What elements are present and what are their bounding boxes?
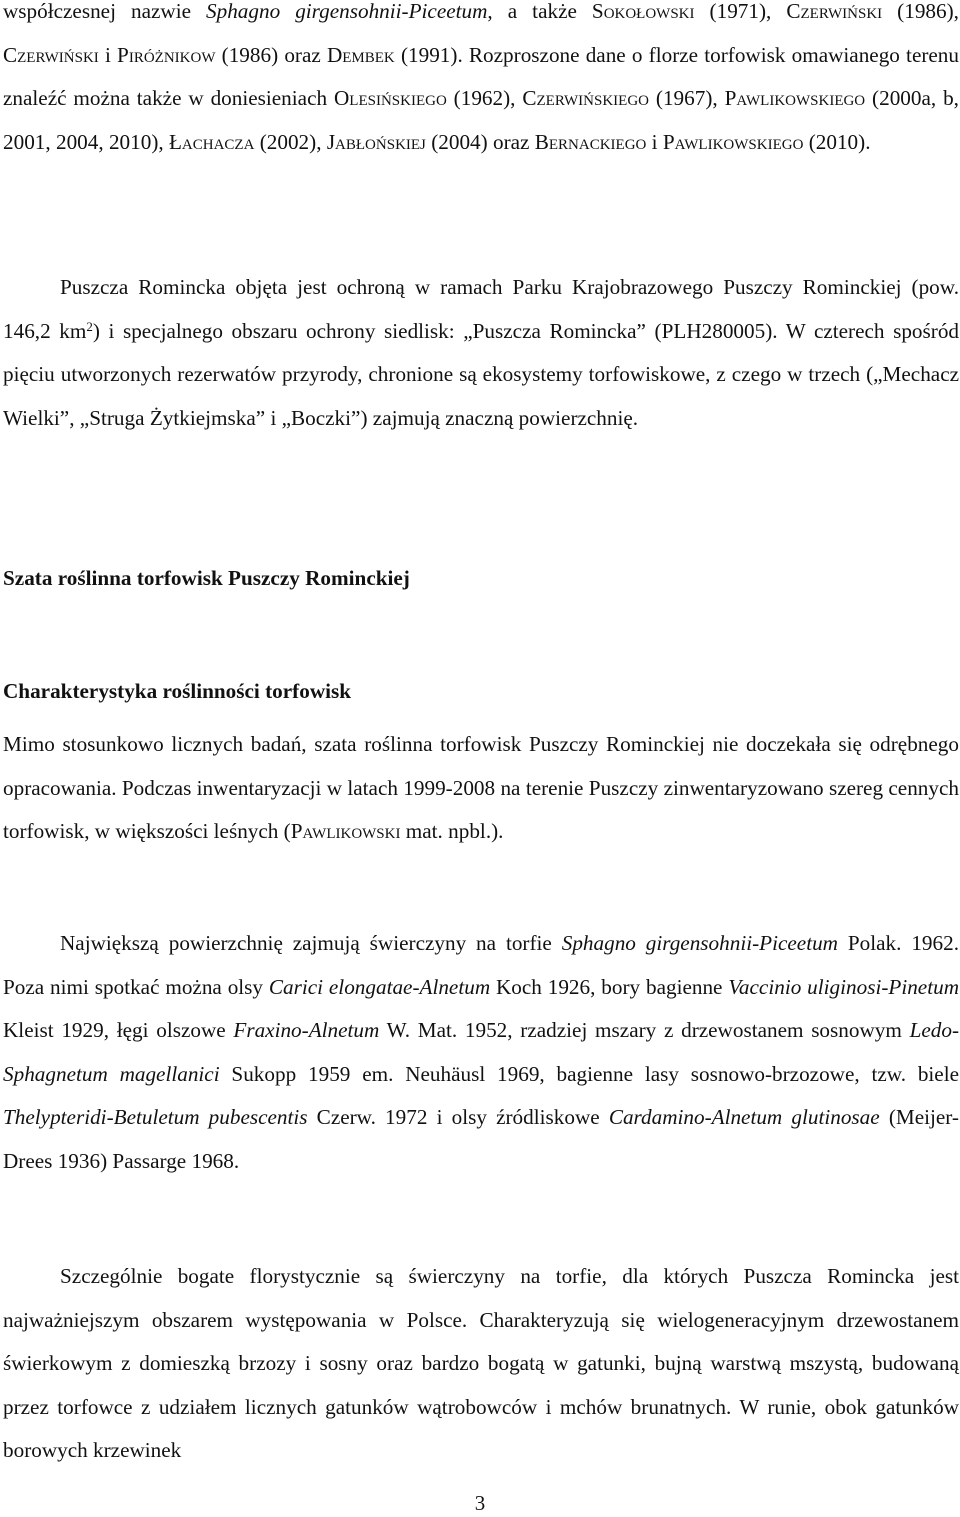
paragraph-protection	[3, 266, 959, 440]
plant-association-name: Carici elongatae-Alnetum	[268, 974, 491, 999]
text-span: (2010).	[803, 129, 871, 154]
author-name: Piróżnikow	[117, 42, 216, 67]
superscript: 2	[86, 318, 93, 334]
text-span: (2004) oraz	[425, 129, 535, 154]
text-span: (1986),	[882, 0, 959, 23]
page-number: 3	[474, 1491, 486, 1515]
text-span: (Meijer-Drees 1936) Passarge 1968.	[3, 1105, 959, 1173]
plant-association-name: Sphagno girgensohnii-Piceetum	[561, 931, 838, 955]
text-span: Koch 1926, bory bagienne	[490, 974, 729, 999]
author-name: Bernackiego	[534, 129, 647, 154]
author-name: Jabłońskiej	[326, 129, 426, 154]
author-name: Pawlikowskiego	[662, 129, 804, 154]
author-name: Olesińskiego	[333, 86, 447, 111]
author-name: Pawlikowski	[290, 819, 401, 844]
paragraph-literature-review	[3, 0, 959, 164]
author-name: Pawlikowskiego	[724, 86, 866, 111]
text-span: Mimo stosunkowo licznych badań, szata roślinna torfowisk Puszczy Rominckiej nie doczekała się odrębnego opracowania. Podczas inwentaryzacji w latach 1999-2008 na terenie Puszczy zinwentaryzowano szereg cennych torfowisk, w większości leśnych (	[3, 732, 959, 844]
text-span: i	[98, 42, 118, 67]
text-span: i	[646, 129, 663, 154]
text-span: (1962),	[446, 86, 523, 111]
text-span: Największą powierzchnię zajmują świerczyny na torfie	[60, 931, 562, 955]
subsection-heading: Charakterystyka roślinności torfowisk	[3, 679, 352, 703]
plant-association-name: Thelypteridi-Betuletum pubescentis	[3, 1105, 308, 1130]
paragraph-research-overview	[3, 723, 959, 854]
text-span: (1967),	[649, 86, 725, 111]
text-span: Sukopp 1959 em. Neuhäusl 1969, bagienne lasy sosnowo-brzozowe, tzw. biele	[219, 1061, 959, 1086]
text-span: , a także	[487, 0, 592, 23]
text-span: (1991). Rozproszone dane o florze torfowisk omawianego terenu znaleźć można także w doniesieniach	[3, 42, 959, 111]
text-span: ) i specjalnego obszaru ochrony siedlisk: „Puszcza Romincka” (PLH280005). W czterech spośród pięciu utworzonych rezerwatów przyrody, chronione są ekosystemy torfowiskowe, z czego w trzech („Mechacz Wielki”, „Struga Żytkiejmska” i „Boczki”) zajmują znaczną powierzchnię.	[3, 318, 960, 430]
text-span: współczesnej nazwie	[3, 0, 207, 23]
plant-association-name: Ledo-Sphagnetum magellanici	[3, 1018, 960, 1086]
text-span: (2000a, b, 2001, 2004, 2010),	[3, 86, 959, 154]
paragraph-plant-communities	[3, 922, 959, 1184]
author-name: Czerwiński	[3, 42, 99, 67]
author-name: Dembek	[326, 42, 395, 67]
text-span: Kleist 1929, łęgi olszowe	[3, 1018, 234, 1043]
paragraph-spruce-forests	[3, 1255, 959, 1473]
text-span: (2002),	[254, 129, 327, 154]
section-heading: Szata roślinna torfowisk Puszczy Rominckiej	[3, 566, 410, 590]
plant-association-name: Sphagno girgensohnii-Piceetum	[206, 0, 488, 23]
author-name: Czerwińskiego	[522, 86, 649, 111]
text-span: Puszcza Romincka objęta jest ochroną w ramach Parku Krajobrazowego Puszczy Rominckiej (pow. 146,2 km	[3, 275, 959, 343]
text-span: Polak. 1962. Poza nimi spotkać można olsy	[3, 931, 959, 999]
plant-association-name: Fraxino-Alnetum	[233, 1018, 380, 1043]
text-span: mat. npbl.).	[400, 819, 504, 844]
text-span: (1986) oraz	[215, 42, 327, 67]
text-span: W. Mat. 1952, rzadziej mszary z drzewostanem sosnowym	[379, 1018, 910, 1043]
text-span: (1971),	[694, 0, 787, 23]
plant-association-name: Vaccinio uliginosi-Pinetum	[728, 974, 959, 999]
text-span: Czerw. 1972 i olsy źródliskowe	[307, 1105, 609, 1130]
plant-association-name: Cardamino-Alnetum glutinosae	[608, 1105, 880, 1130]
text-span: Szczególnie bogate florystycznie są świerczyny na torfie, dla których Puszcza Romincka jest najważniejszym obszarem występowania w Polsce. Charakteryzują się wielogeneracyjnym drzewostanem świerkowym z domieszką brzozy i sosny oraz bardzo bogatą w gatunki, bujną warstwą mszystą, budowaną przez torfowce z udziałem licznych gatunków wątrobowców i mchów brunatnych. W runie, obok gatunków borowych krzewinek	[3, 1264, 959, 1463]
author-name: Czerwiński	[786, 0, 883, 23]
author-name: Sokołowski	[591, 0, 695, 23]
author-name: Łachacza	[168, 129, 255, 154]
